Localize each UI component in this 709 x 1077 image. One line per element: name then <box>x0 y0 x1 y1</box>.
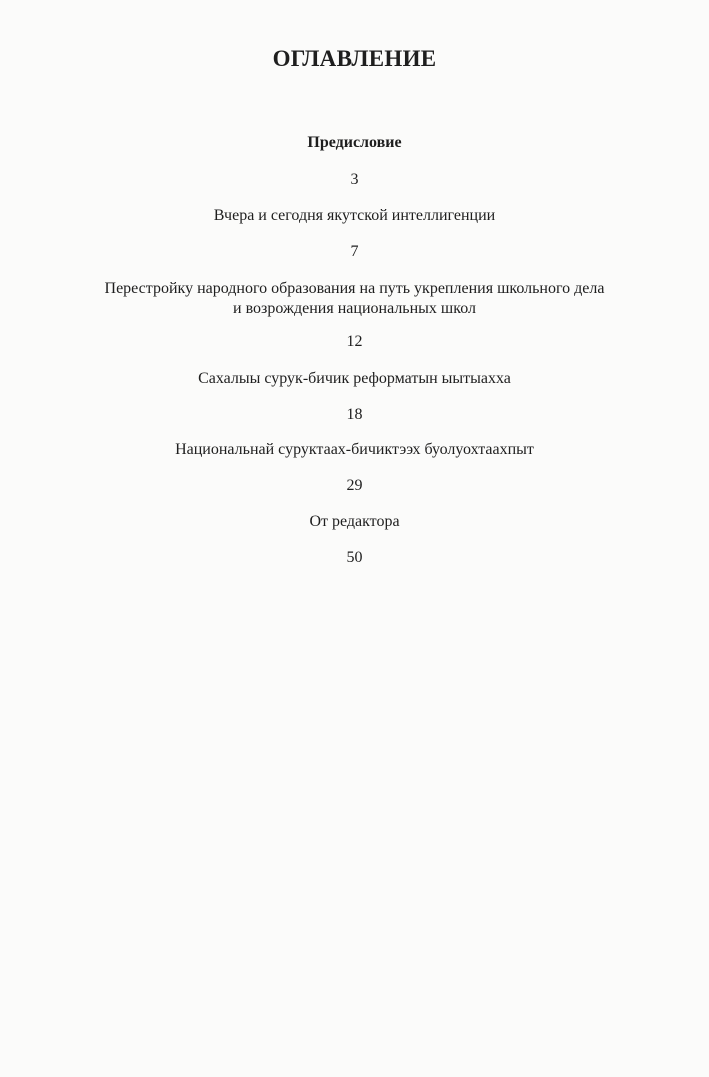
toc-entry-page: 18 <box>346 406 363 423</box>
toc-entry-title-line: Перестройку народного образования на путь укрепления школьного дела <box>104 280 605 297</box>
toc-entry-title: Сахалыы сурук-бичик реформатын ыытыахха <box>198 370 511 387</box>
toc-entry-title: Предисловие <box>307 134 402 151</box>
page-title: ОГЛАВЛЕНИЕ <box>272 46 437 71</box>
toc-entry-title <box>40 279 669 319</box>
toc-entry-page: 29 <box>346 477 363 494</box>
toc-entry-page: 3 <box>350 171 359 188</box>
toc-entry-page: 50 <box>346 549 363 566</box>
toc-entry-title: Национальнай суруктаах-бичиктээх буолуохтаахпыт <box>175 441 534 458</box>
toc-entry-title: Вчера и сегодня якутской интеллигенции <box>213 207 496 224</box>
toc-entry-page: 12 <box>346 333 363 350</box>
toc-entry-title: От редактора <box>309 513 400 530</box>
toc-entry-page: 7 <box>350 243 359 260</box>
toc-entry-title-line: и возрождения национальных школ <box>233 300 476 317</box>
